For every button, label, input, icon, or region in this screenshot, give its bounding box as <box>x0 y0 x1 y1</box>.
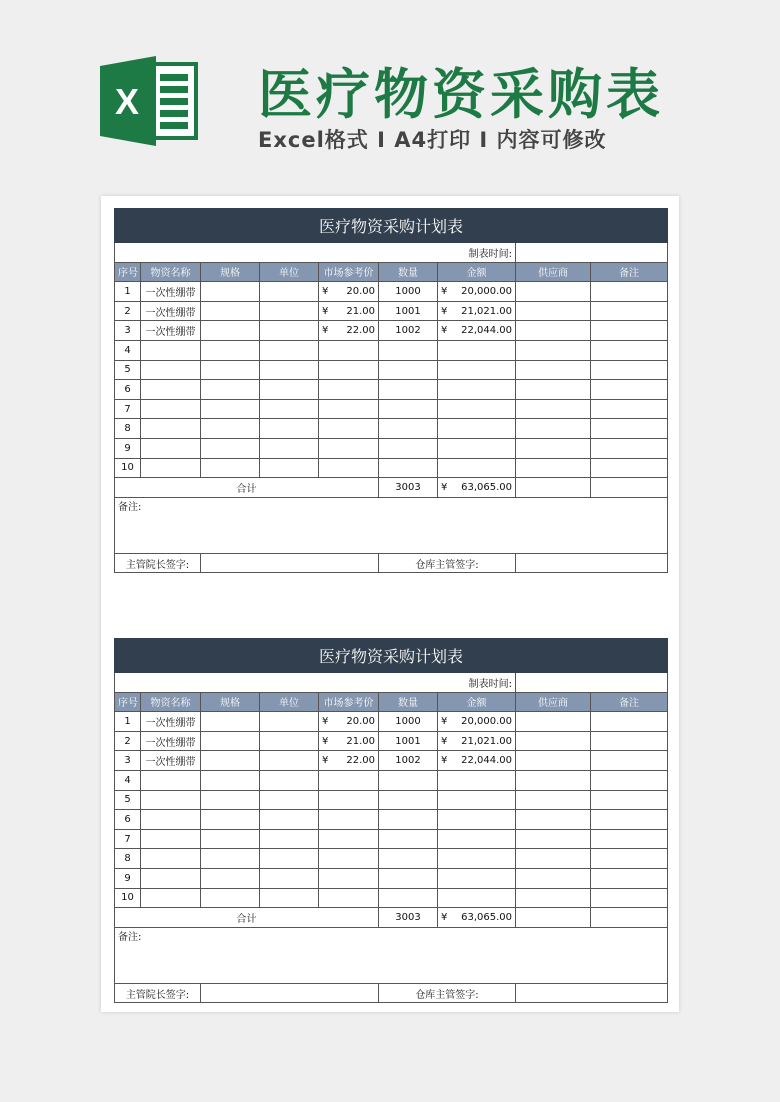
row-number: 10 <box>115 888 141 908</box>
item-name-cell[interactable] <box>141 438 201 458</box>
spec-cell[interactable] <box>201 340 260 360</box>
total-row <box>115 908 668 928</box>
amount-cell[interactable] <box>438 380 516 400</box>
qty-cell[interactable] <box>379 399 438 419</box>
price-cell[interactable] <box>319 438 379 458</box>
item-name-cell[interactable] <box>141 380 201 400</box>
spec-cell[interactable] <box>201 829 260 849</box>
qty-cell[interactable]: 1002 <box>379 321 438 341</box>
unit-cell[interactable] <box>260 712 319 732</box>
item-name-cell[interactable] <box>141 399 201 419</box>
price-cell[interactable] <box>319 829 379 849</box>
unit-cell[interactable] <box>260 301 319 321</box>
table-row <box>115 340 668 360</box>
sheet-title: 医疗物资采购计划表 <box>115 209 668 243</box>
column-header: 供应商 <box>516 262 591 282</box>
supplier-cell[interactable] <box>516 458 591 478</box>
remark-cell[interactable] <box>591 419 668 439</box>
remark-cell[interactable] <box>591 888 668 908</box>
remark-cell[interactable] <box>591 399 668 419</box>
item-name-cell[interactable] <box>141 829 201 849</box>
qty-cell[interactable] <box>379 868 438 888</box>
row-number: 3 <box>115 321 141 341</box>
spec-cell[interactable] <box>201 419 260 439</box>
row-number: 4 <box>115 340 141 360</box>
qty-cell[interactable] <box>379 810 438 830</box>
director-sign-label: 主管院长签字: <box>115 553 201 573</box>
table-row <box>115 301 668 321</box>
spec-cell[interactable] <box>201 438 260 458</box>
amount-cell[interactable] <box>438 458 516 478</box>
supplier-cell[interactable] <box>516 829 591 849</box>
price-cell[interactable]: ¥ 20.00 <box>319 712 379 732</box>
banner-title: 医疗物资采购表 <box>258 63 664 126</box>
table-row <box>115 810 668 830</box>
amount-cell[interactable]: ¥ 22,044.00 <box>438 751 516 771</box>
date-label: 制表时间: <box>115 673 516 693</box>
supplier-cell[interactable] <box>516 731 591 751</box>
row-number: 4 <box>115 770 141 790</box>
price-cell[interactable] <box>319 458 379 478</box>
unit-cell[interactable] <box>260 458 319 478</box>
item-name-cell[interactable]: 一次性绷带 <box>141 751 201 771</box>
amount-cell[interactable] <box>438 438 516 458</box>
item-name-cell[interactable]: 一次性绷带 <box>141 301 201 321</box>
column-header: 供应商 <box>516 692 591 712</box>
banner-subtitle: Excel格式 I A4打印 I 内容可修改 <box>258 128 607 152</box>
date-cell[interactable] <box>516 243 668 263</box>
row-number: 7 <box>115 399 141 419</box>
column-header: 备注 <box>591 262 668 282</box>
price-cell[interactable] <box>319 868 379 888</box>
spec-cell[interactable] <box>201 888 260 908</box>
item-name-cell[interactable]: 一次性绷带 <box>141 282 201 302</box>
unit-cell[interactable] <box>260 829 319 849</box>
supplier-cell[interactable] <box>516 301 591 321</box>
qty-cell[interactable] <box>379 380 438 400</box>
table-row <box>115 399 668 419</box>
table-row <box>115 770 668 790</box>
item-name-cell[interactable] <box>141 849 201 869</box>
supplier-cell[interactable] <box>516 888 591 908</box>
row-number: 5 <box>115 360 141 380</box>
remark-cell[interactable] <box>591 282 668 302</box>
column-header: 市场参考价 <box>319 692 379 712</box>
total-label: 合计 <box>115 478 379 498</box>
total-amount: ¥ 63,065.00 <box>438 908 516 928</box>
column-header: 单位 <box>260 262 319 282</box>
price-cell[interactable] <box>319 360 379 380</box>
unit-cell[interactable] <box>260 340 319 360</box>
row-number: 6 <box>115 380 141 400</box>
supplier-cell[interactable] <box>516 868 591 888</box>
spec-cell[interactable] <box>201 360 260 380</box>
qty-cell[interactable] <box>379 849 438 869</box>
table-row <box>115 790 668 810</box>
price-cell[interactable]: ¥ 21.00 <box>319 301 379 321</box>
unit-cell[interactable] <box>260 282 319 302</box>
table-row <box>115 360 668 380</box>
unit-cell[interactable] <box>260 888 319 908</box>
column-header: 物资名称 <box>141 692 201 712</box>
unit-cell[interactable] <box>260 751 319 771</box>
row-number: 9 <box>115 438 141 458</box>
price-cell[interactable]: ¥ 22.00 <box>319 321 379 341</box>
supplier-cell[interactable] <box>516 380 591 400</box>
spec-cell[interactable] <box>201 301 260 321</box>
price-cell[interactable] <box>319 419 379 439</box>
supplier-cell[interactable] <box>516 712 591 732</box>
remark-cell[interactable] <box>591 458 668 478</box>
price-cell[interactable] <box>319 790 379 810</box>
director-sign-cell[interactable] <box>201 553 379 573</box>
amount-cell[interactable] <box>438 340 516 360</box>
director-sign-cell[interactable] <box>201 983 379 1003</box>
total-qty: 3003 <box>379 908 438 928</box>
qty-cell[interactable]: 1000 <box>379 282 438 302</box>
unit-cell[interactable] <box>260 790 319 810</box>
amount-cell[interactable]: ¥ 20,000.00 <box>438 712 516 732</box>
warehouse-sign-cell[interactable] <box>516 983 668 1003</box>
amount-cell[interactable] <box>438 770 516 790</box>
unit-cell[interactable] <box>260 321 319 341</box>
supplier-cell[interactable] <box>516 399 591 419</box>
remark-cell[interactable] <box>591 301 668 321</box>
notes-label: 备注: <box>118 931 142 943</box>
qty-cell[interactable]: 1001 <box>379 301 438 321</box>
amount-cell[interactable]: ¥ 21,021.00 <box>438 301 516 321</box>
warehouse-sign-label: 仓库主管签字: <box>379 553 516 573</box>
column-header: 序号 <box>115 262 141 282</box>
qty-cell[interactable]: 1000 <box>379 712 438 732</box>
row-number: 5 <box>115 790 141 810</box>
notes-cell[interactable] <box>115 927 668 983</box>
notes-label: 备注: <box>118 501 142 513</box>
column-header: 备注 <box>591 692 668 712</box>
remark-cell[interactable] <box>591 751 668 771</box>
row-number: 7 <box>115 829 141 849</box>
amount-cell[interactable]: ¥ 22,044.00 <box>438 321 516 341</box>
qty-cell[interactable] <box>379 829 438 849</box>
supplier-cell[interactable] <box>516 790 591 810</box>
qty-cell[interactable] <box>379 888 438 908</box>
row-number: 8 <box>115 849 141 869</box>
qty-cell[interactable] <box>379 360 438 380</box>
qty-cell[interactable] <box>379 438 438 458</box>
column-header: 市场参考价 <box>319 262 379 282</box>
unit-cell[interactable] <box>260 868 319 888</box>
warehouse-sign-cell[interactable] <box>516 553 668 573</box>
unit-cell[interactable] <box>260 419 319 439</box>
column-header: 金额 <box>438 692 516 712</box>
remark-cell[interactable] <box>591 321 668 341</box>
total-amount: ¥ 63,065.00 <box>438 478 516 498</box>
column-header: 数量 <box>379 262 438 282</box>
svg-text:X: X <box>114 81 140 122</box>
column-header: 规格 <box>201 262 260 282</box>
spec-cell[interactable] <box>201 458 260 478</box>
table-row <box>115 829 668 849</box>
row-number: 8 <box>115 419 141 439</box>
supplier-cell[interactable] <box>516 340 591 360</box>
supplier-cell[interactable] <box>516 321 591 341</box>
table-row <box>115 419 668 439</box>
spec-cell[interactable] <box>201 399 260 419</box>
qty-cell[interactable] <box>379 458 438 478</box>
director-sign-label: 主管院长签字: <box>115 983 201 1003</box>
remark-cell[interactable] <box>591 810 668 830</box>
row-number: 1 <box>115 712 141 732</box>
amount-cell[interactable] <box>438 790 516 810</box>
spec-cell[interactable] <box>201 790 260 810</box>
notes-cell[interactable] <box>115 497 668 553</box>
amount-cell[interactable] <box>438 849 516 869</box>
table-row <box>115 888 668 908</box>
remark-cell[interactable] <box>591 790 668 810</box>
total-row <box>115 478 668 498</box>
supplier-cell[interactable] <box>516 770 591 790</box>
price-cell[interactable] <box>319 849 379 869</box>
row-number: 3 <box>115 751 141 771</box>
remark-cell[interactable] <box>591 340 668 360</box>
item-name-cell[interactable]: 一次性绷带 <box>141 731 201 751</box>
table-row <box>115 868 668 888</box>
column-header: 金额 <box>438 262 516 282</box>
column-header: 规格 <box>201 692 260 712</box>
amount-cell[interactable] <box>438 810 516 830</box>
row-number: 10 <box>115 458 141 478</box>
qty-cell[interactable]: 1002 <box>379 751 438 771</box>
table-row <box>115 712 668 732</box>
qty-cell[interactable] <box>379 790 438 810</box>
spec-cell[interactable] <box>201 770 260 790</box>
sheet-title: 医疗物资采购计划表 <box>115 639 668 673</box>
price-cell[interactable] <box>319 770 379 790</box>
column-header: 数量 <box>379 692 438 712</box>
row-number: 9 <box>115 868 141 888</box>
amount-cell[interactable] <box>438 868 516 888</box>
unit-cell[interactable] <box>260 849 319 869</box>
row-number: 1 <box>115 282 141 302</box>
qty-cell[interactable] <box>379 419 438 439</box>
supplier-cell[interactable] <box>516 849 591 869</box>
supplier-cell[interactable] <box>516 751 591 771</box>
item-name-cell[interactable] <box>141 419 201 439</box>
remark-cell[interactable] <box>591 849 668 869</box>
spec-cell[interactable] <box>201 810 260 830</box>
unit-cell[interactable] <box>260 438 319 458</box>
spec-cell[interactable] <box>201 751 260 771</box>
total-qty: 3003 <box>379 478 438 498</box>
spec-cell[interactable] <box>201 321 260 341</box>
spec-cell[interactable] <box>201 868 260 888</box>
table-row <box>115 438 668 458</box>
price-cell[interactable] <box>319 380 379 400</box>
qty-cell[interactable]: 1001 <box>379 731 438 751</box>
spec-cell[interactable] <box>201 282 260 302</box>
supplier-cell[interactable] <box>516 419 591 439</box>
remark-cell[interactable] <box>591 712 668 732</box>
excel-logo-icon <box>100 56 198 146</box>
supplier-cell[interactable] <box>516 360 591 380</box>
table-row <box>115 282 668 302</box>
item-name-cell[interactable] <box>141 790 201 810</box>
qty-cell[interactable] <box>379 770 438 790</box>
item-name-cell[interactable] <box>141 888 201 908</box>
date-cell[interactable] <box>516 673 668 693</box>
purchase-plan-table <box>114 638 668 1003</box>
amount-cell[interactable]: ¥ 21,021.00 <box>438 731 516 751</box>
remark-cell[interactable] <box>591 438 668 458</box>
row-number: 2 <box>115 731 141 751</box>
column-header: 单位 <box>260 692 319 712</box>
unit-cell[interactable] <box>260 810 319 830</box>
table-row <box>115 321 668 341</box>
table-row <box>115 458 668 478</box>
amount-cell[interactable] <box>438 360 516 380</box>
price-cell[interactable]: ¥ 20.00 <box>319 282 379 302</box>
price-cell[interactable] <box>319 340 379 360</box>
price-cell[interactable]: ¥ 22.00 <box>319 751 379 771</box>
item-name-cell[interactable] <box>141 340 201 360</box>
remark-cell[interactable] <box>591 829 668 849</box>
unit-cell[interactable] <box>260 360 319 380</box>
price-cell[interactable]: ¥ 21.00 <box>319 731 379 751</box>
warehouse-sign-label: 仓库主管签字: <box>379 983 516 1003</box>
remark-cell[interactable] <box>591 360 668 380</box>
amount-cell[interactable]: ¥ 20,000.00 <box>438 282 516 302</box>
item-name-cell[interactable]: 一次性绷带 <box>141 321 201 341</box>
table-row <box>115 751 668 771</box>
item-name-cell[interactable] <box>141 458 201 478</box>
row-number: 2 <box>115 301 141 321</box>
row-number: 6 <box>115 810 141 830</box>
unit-cell[interactable] <box>260 399 319 419</box>
spec-cell[interactable] <box>201 380 260 400</box>
unit-cell[interactable] <box>260 731 319 751</box>
amount-cell[interactable] <box>438 829 516 849</box>
item-name-cell[interactable] <box>141 770 201 790</box>
remark-cell[interactable] <box>591 770 668 790</box>
item-name-cell[interactable]: 一次性绷带 <box>141 712 201 732</box>
spec-cell[interactable] <box>201 712 260 732</box>
column-header: 物资名称 <box>141 262 201 282</box>
column-header: 序号 <box>115 692 141 712</box>
remark-cell[interactable] <box>591 380 668 400</box>
table-row <box>115 380 668 400</box>
amount-cell[interactable] <box>438 888 516 908</box>
spec-cell[interactable] <box>201 849 260 869</box>
remark-cell[interactable] <box>591 868 668 888</box>
total-label: 合计 <box>115 908 379 928</box>
remark-cell[interactable] <box>591 731 668 751</box>
amount-cell[interactable] <box>438 399 516 419</box>
supplier-cell[interactable] <box>516 438 591 458</box>
unit-cell[interactable] <box>260 380 319 400</box>
supplier-cell[interactable] <box>516 282 591 302</box>
qty-cell[interactable] <box>379 340 438 360</box>
table-row <box>115 849 668 869</box>
date-label: 制表时间: <box>115 243 516 263</box>
price-cell[interactable] <box>319 888 379 908</box>
amount-cell[interactable] <box>438 419 516 439</box>
supplier-cell[interactable] <box>516 810 591 830</box>
price-cell[interactable] <box>319 810 379 830</box>
item-name-cell[interactable] <box>141 868 201 888</box>
item-name-cell[interactable] <box>141 360 201 380</box>
price-cell[interactable] <box>319 399 379 419</box>
unit-cell[interactable] <box>260 770 319 790</box>
item-name-cell[interactable] <box>141 810 201 830</box>
table-row <box>115 731 668 751</box>
purchase-plan-table <box>114 208 668 573</box>
spec-cell[interactable] <box>201 731 260 751</box>
